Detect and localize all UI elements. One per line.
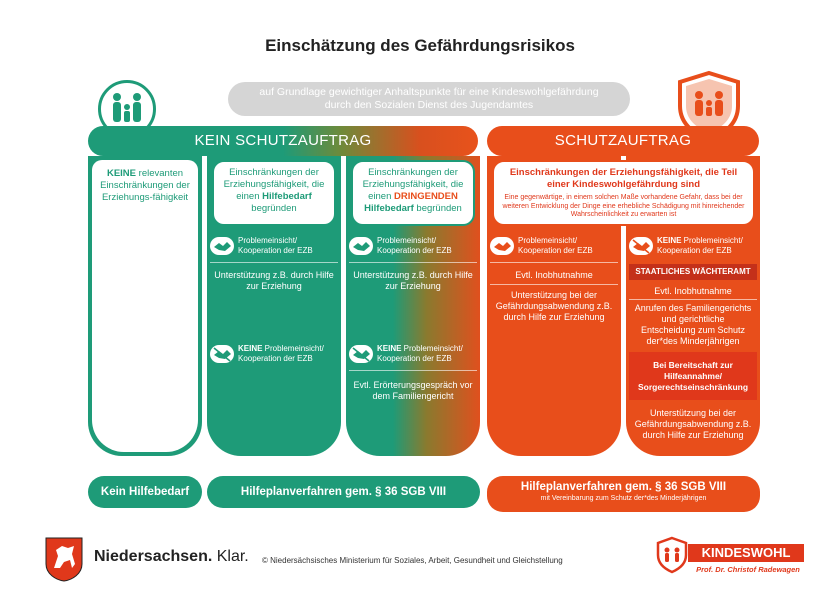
card-need-text-1: Einschränkungen der Erziehungsfähigkeit, die einen [223,167,325,202]
help-plan-right-title: Hilfeplanverfahren gem. § 36 SGB VIII [520,481,727,493]
handshake-crossed-icon [629,237,653,255]
brand-niedersachsen [94,548,249,566]
coop-text: Problemeinsicht/ Kooperation der EZB [518,236,593,255]
no-help-need-bar: Kein Hilfebedarf [88,476,202,508]
coop-keine: KEINE [657,236,682,245]
coop-no-insight-text: Problemeinsicht/ Kooperation der EZB [657,236,743,255]
coop-row-col3-top [349,236,477,255]
card-keine: KEINE [106,168,137,179]
handshake-crossed-icon [349,345,373,363]
card-urgent-text-1: Einschränkungen der Erziehungsfähigkeit, die einen [362,167,464,202]
card-urgent-bold-1: DRINGENDEN [394,191,458,202]
support-text-col5: Unterstützung bei der Gefährdungsabwendung z.B. durch Hilfe zur Erziehung [634,408,752,440]
coop-text: Problemeinsicht/ Kooperation der EZB [238,236,313,255]
card-urgent-bold-2: Hilfebedarf [364,203,414,214]
card-need-text-2: begründen [251,203,297,214]
no-protection-mandate-band: KEIN SCHUTZAUFTRAG [88,126,478,156]
support-text-col4: Unterstützung bei der Gefährdungsabwendung z.B. durch Hilfe zur Erziehung [495,290,613,322]
card-endangerment [492,160,755,226]
brand-suffix: Klar. [216,548,249,565]
divider [490,262,618,263]
divider [349,370,477,371]
help-plan-bar-right [487,476,760,512]
basis-line-2: durch den Sozialen Dienst des Jugendamtes [324,99,534,111]
card-endangerment-subtitle: Eine gegenwärtige, in einem solchen Maße vorhandene Gefahr, dass bei der weiteren Entwicklung der Dinge eine erhebliche Schädigung mit hinreichender Wahrscheinlichkeit zu erwarten ist [502,194,745,218]
coop-no-insight-text: Problemeinsicht/ Kooperation der EZB [377,344,463,363]
support-text-col3: Unterstützung z.B. durch Hilfe zur Erziehung [353,270,473,291]
coop-keine: KEINE [377,344,402,353]
custody-text-col4: Evtl. Inobhutnahme [515,270,593,280]
help-plan-bar-left: Hilfeplanverfahren gem. § 36 SGB VIII [207,476,480,508]
protection-mandate-band: SCHUTZAUFTRAG [487,126,759,156]
coop-row-col3-bottom [349,344,477,363]
card-need-bold: Hilfebedarf [262,191,312,202]
readiness-box: Bei Bereitschaft zur Hilfeannahme/ Sorgerechtseinschränkung [629,352,757,400]
kindeswohl-logo-text: KINDESWOHL [688,544,804,562]
brand-name: Niedersachsen. [94,548,213,565]
coop-row-col5 [629,236,757,255]
lower-saxony-horse-logo [44,536,84,582]
handshake-icon [490,237,514,255]
coop-row-col2-top [210,236,338,255]
card-no-restrictions-text: relevanten Einschränkungen der Erziehungs-fähigkeit [100,168,190,203]
card-urgent-text-2: begründen [413,203,462,214]
state-guardian-office-bar: STAATLICHES WÄCHTERAMT [629,264,757,280]
kindeswohl-shield-icon [656,536,688,574]
basis-pill [228,82,630,116]
card-endangerment-title: Einschränkungen der Erziehungsfähigkeit, die Teil einer Kindeswohlgefährdung sind [509,167,738,190]
coop-text: Problemeinsicht/ Kooperation der EZB [377,236,452,255]
coop-row-col2-bottom [210,344,338,363]
card-no-restrictions [92,160,198,452]
divider [629,299,757,300]
support-text-col2: Unterstützung z.B. durch Hilfe zur Erziehung [214,270,334,291]
coop-keine: KEINE [238,344,263,353]
help-plan-right-sub: mit Vereinbarung zum Schutz der*des Minderjährigen [540,495,707,502]
card-need-for-help [212,160,336,226]
coop-row-col4 [490,236,618,255]
handshake-icon [210,237,234,255]
kindeswohl-author: Prof. Dr. Christof Radewagen [696,565,800,574]
copyright-text: © Niedersächsisches Ministerium für Soziales, Arbeit, Gesundheit und Gleichstellung [262,556,563,565]
handshake-crossed-icon [210,345,234,363]
divider [349,262,477,263]
custody-text-col5: Evtl. Inobhutnahme [654,286,732,296]
divider [210,262,338,263]
discussion-text-col3: Evtl. Erörterungsgespräch vor dem Familiengericht [353,380,473,401]
basis-line-1: auf Grundlage gewichtiger Anhaltspunkte für eine Kindeswohlgefährdung [259,86,599,98]
coop-no-insight-text: Problemeinsicht/ Kooperation der EZB [238,344,324,363]
handshake-icon [349,237,373,255]
page-title: Einschätzung des Gefährdungsrisikos [265,36,575,55]
divider [490,284,618,285]
court-text-col5: Anrufen des Familiengerichts und gerichtliche Entscheidung zum Schutz der*des Minderjährigen [634,303,752,346]
card-urgent-need [351,160,475,226]
